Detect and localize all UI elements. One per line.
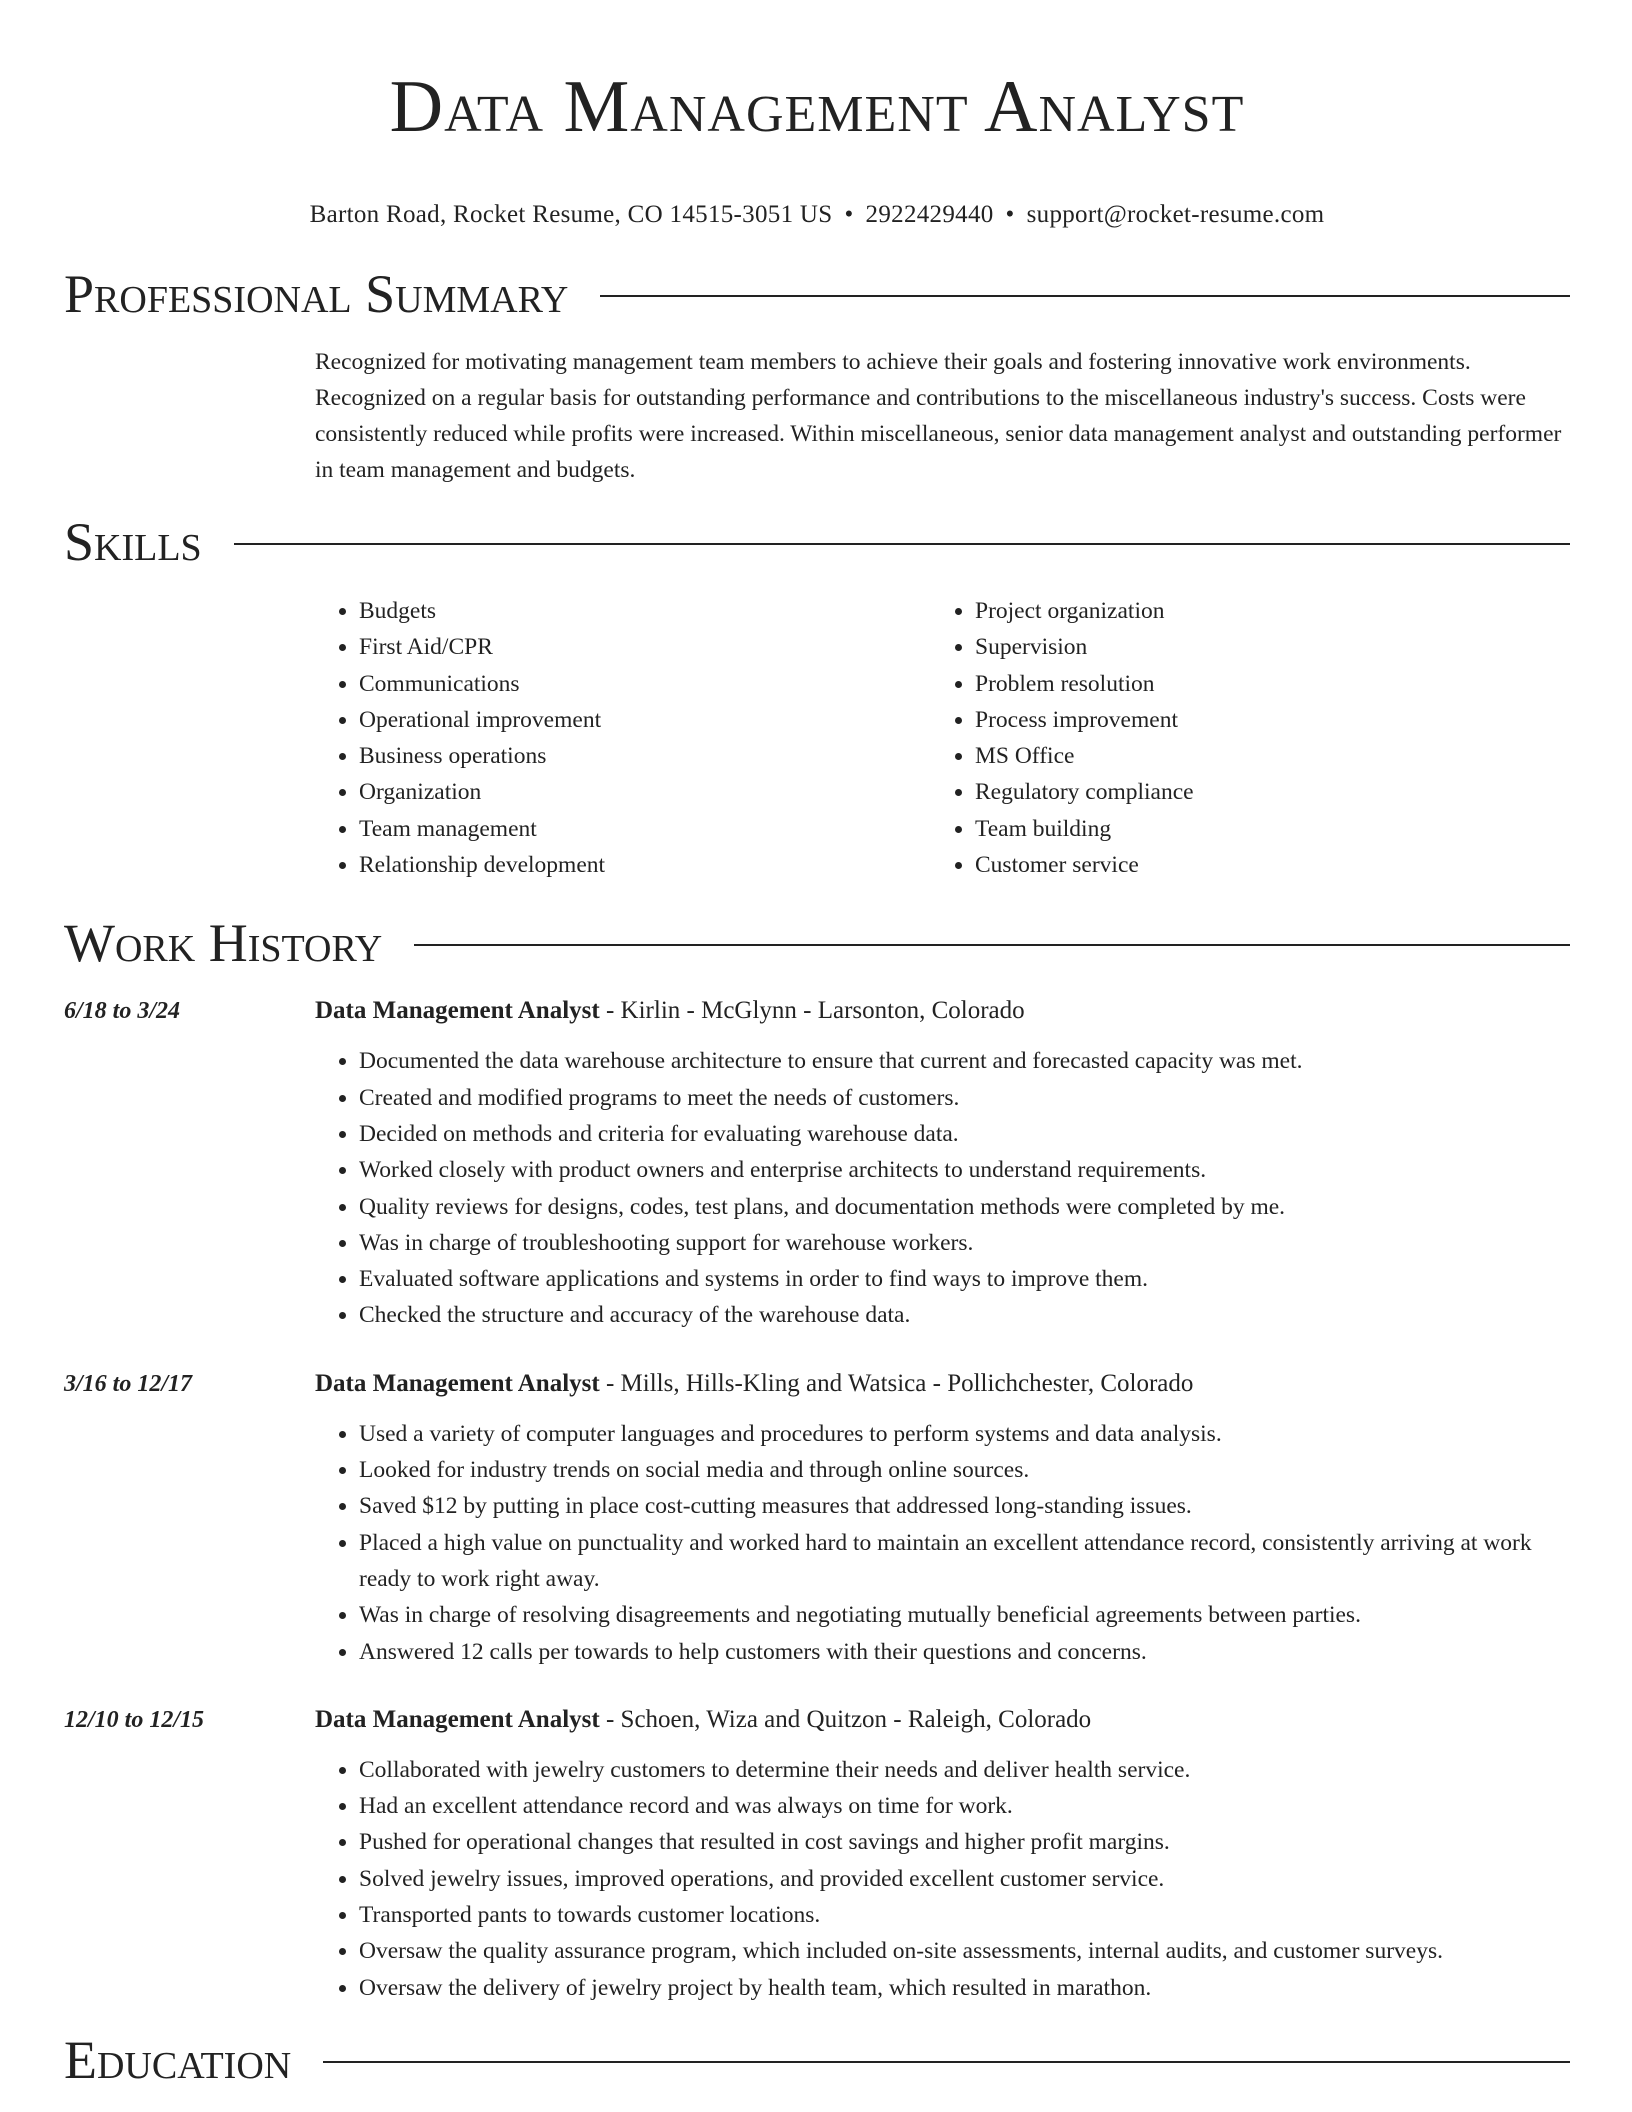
skill-item: • Budgets [359, 593, 931, 629]
job-bullet: • Evaluated software applications and systems in order to find ways to improve them. [359, 1261, 1570, 1297]
section-skills-title: Skills [64, 512, 202, 572]
section-divider [323, 2061, 1570, 2063]
job-bullet: • Used a variety of computer languages and procedures to perform systems and data analysis. [359, 1416, 1570, 1452]
job-bullet: • Transported pants to towards customer locations. [359, 1897, 1570, 1933]
job-bullet: • Was in charge of resolving disagreements and negotiating mutually beneficial agreements between parties. [359, 1597, 1570, 1633]
job-bullet: • Worked closely with product owners and enterprise architects to understand requirements. [359, 1152, 1570, 1188]
job-bullet: • Documented the data warehouse architecture to ensure that current and forecasted capacity was met. [359, 1043, 1570, 1079]
skills-list-right [931, 593, 1547, 883]
skill-item: • Team management [359, 811, 931, 847]
contact-line [64, 200, 1570, 230]
job-bullet: • Pushed for operational changes that resulted in cost savings and higher profit margins. [359, 1824, 1570, 1860]
section-skills-header [64, 512, 1570, 572]
contact-email: support@rocket-resume.com [1026, 201, 1325, 228]
job-bullet: • Oversaw the quality assurance program, which included on-site assessments, internal audits, and customer surveys. [359, 1933, 1570, 1969]
job-entry [64, 1366, 1570, 1670]
job-bullets [315, 1416, 1570, 1670]
job-heading [315, 1702, 1570, 1738]
skill-item: • MS Office [975, 738, 1547, 774]
job-role: Data Management Analyst [315, 1705, 600, 1733]
skill-item: • Operational improvement [359, 702, 931, 738]
section-divider [600, 295, 1570, 297]
section-education-title: Education [64, 2029, 292, 2090]
job-role: Data Management Analyst [315, 1369, 600, 1397]
skill-item: • Regulatory compliance [975, 774, 1547, 810]
job-heading [315, 1366, 1570, 1402]
section-divider [414, 944, 1570, 946]
skill-item: • Relationship development [359, 847, 931, 883]
summary-text: Recognized for motivating management team members to achieve their goals and fostering innovative work environments. Recognized on a regular basis for outstanding performance and contributions to the miscellaneous industry's success. Costs were consistently reduced while profits were increased. Within miscellaneous, senior data management analyst and outstanding performer in team management and budgets. [315, 349, 1562, 483]
skill-item: • Problem resolution [975, 666, 1547, 702]
job-bullet: • Saved $12 by putting in place cost-cutting measures that addressed long-standing issues. [359, 1488, 1570, 1524]
contact-separator: • [1005, 201, 1015, 228]
job-role: Data Management Analyst [315, 997, 600, 1025]
section-summary-title: Professional Summary [64, 264, 569, 324]
section-education-header [64, 2030, 1570, 2090]
job-bullet: • Decided on methods and criteria for evaluating warehouse data. [359, 1116, 1570, 1152]
job-heading [315, 993, 1570, 1029]
job-dates: 12/10 to 12/15 [64, 1706, 205, 1733]
section-work-title: Work History [64, 913, 383, 974]
skill-item: • Communications [359, 666, 931, 702]
skill-item: • Project organization [975, 593, 1547, 629]
job-bullet: • Was in charge of troubleshooting support for warehouse workers. [359, 1225, 1570, 1261]
job-bullet: • Had an excellent attendance record and was always on time for work. [359, 1788, 1570, 1824]
job-bullets [315, 1043, 1570, 1333]
skill-item: • Supervision [975, 629, 1547, 665]
skills-list-left [315, 593, 931, 883]
job-bullets [315, 1752, 1570, 2006]
job-company: - Mills, Hills-Kling and Watsica - Pollichchester, Colorado [599, 1369, 1194, 1397]
job-body [315, 1702, 1570, 2006]
contact-phone: 2922429440 [865, 201, 994, 228]
job-dates: 3/16 to 12/17 [64, 1370, 193, 1397]
skill-item: • Business operations [359, 738, 931, 774]
job-entry [64, 993, 1570, 1333]
job-entry [64, 1702, 1570, 2006]
job-bullet: • Placed a high value on punctuality and worked hard to maintain an excellent attendance record, consistently arriving at work ready to work right away. [359, 1525, 1570, 1598]
section-work-header [64, 913, 1570, 973]
skill-item: • Team building [975, 811, 1547, 847]
job-bullet: • Collaborated with jewelry customers to determine their needs and deliver health service. [359, 1752, 1570, 1788]
job-bullet: • Answered 12 calls per towards to help customers with their questions and concerns. [359, 1634, 1570, 1670]
job-bullet: • Solved jewelry issues, improved operations, and provided excellent customer service. [359, 1861, 1570, 1897]
contact-address: Barton Road, Rocket Resume, CO 14515-3051 US [309, 201, 833, 228]
job-company: - Kirlin - McGlynn - Larsonton, Colorado [599, 997, 1025, 1025]
section-divider [234, 543, 1570, 545]
resume-title: Data Management Analyst [389, 66, 1245, 148]
skills-grid [315, 593, 1570, 883]
job-bullet: • Checked the structure and accuracy of the warehouse data. [359, 1297, 1570, 1333]
job-dates: 6/18 to 3/24 [64, 998, 181, 1025]
skill-item: • First Aid/CPR [359, 629, 931, 665]
skill-item: • Organization [359, 774, 931, 810]
contact-separator: • [844, 201, 854, 228]
job-body [315, 1366, 1570, 1670]
job-bullet: • Quality reviews for designs, codes, test plans, and documentation methods were completed by me. [359, 1189, 1570, 1225]
job-bullet: • Created and modified programs to meet the needs of customers. [359, 1080, 1570, 1116]
skill-item: • Process improvement [975, 702, 1547, 738]
skill-item: • Customer service [975, 847, 1547, 883]
section-summary-header [64, 264, 1570, 324]
resume-page [64, 0, 1570, 2090]
job-body [315, 993, 1570, 1333]
job-bullet: • Oversaw the delivery of jewelry project by health team, which resulted in marathon. [359, 1970, 1570, 2006]
job-bullet: • Looked for industry trends on social media and through online sources. [359, 1452, 1570, 1488]
job-company: - Schoen, Wiza and Quitzon - Raleigh, Colorado [599, 1705, 1092, 1733]
